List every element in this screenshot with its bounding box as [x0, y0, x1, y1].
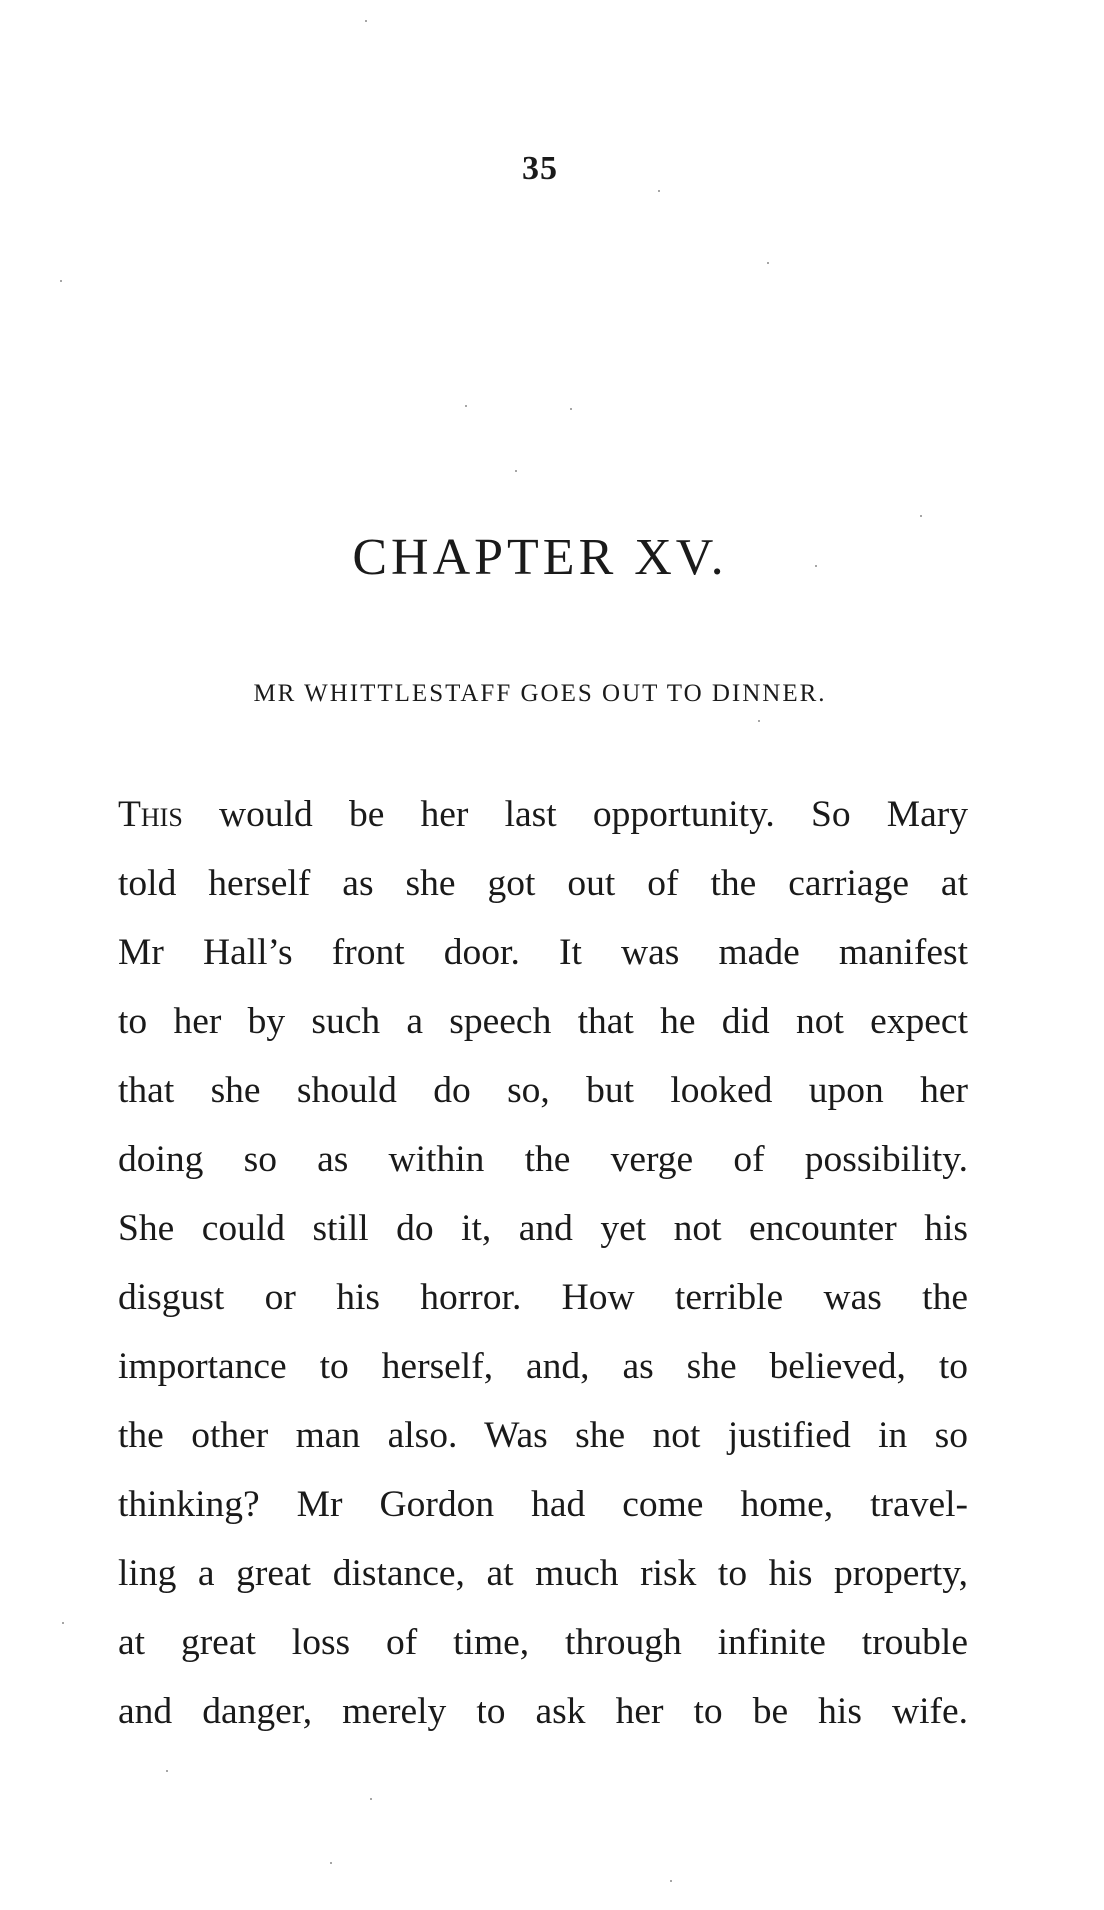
text-line: She could still do it, and yet not encounter his — [118, 1208, 968, 1249]
text-line: importance to herself, and, as she believed, to — [118, 1346, 968, 1387]
first-line-text: would be her last opportunity. So Mary — [182, 794, 968, 835]
paper-speck — [166, 1770, 168, 1772]
paper-speck — [815, 565, 817, 567]
text-line: that she should do so, but looked upon her — [118, 1070, 968, 1111]
body-text — [118, 780, 968, 1746]
paper-speck — [330, 1862, 332, 1864]
paper-speck — [670, 1880, 672, 1882]
chapter-subtitle: MR WHITTLESTAFF GOES OUT TO DINNER. — [253, 680, 827, 707]
paper-speck — [658, 190, 660, 192]
text-line-1 — [118, 780, 968, 849]
text-line: thinking? Mr Gordon had come home, travel- — [118, 1484, 968, 1525]
paper-speck — [365, 20, 367, 22]
paper-speck — [758, 720, 760, 722]
paper-speck — [60, 280, 62, 282]
text-line: the other man also. Was she not justified in so — [118, 1415, 968, 1456]
text-line: told herself as she got out of the carriage at — [118, 863, 968, 904]
text-line: Mr Hall’s front door. It was made manifest — [118, 932, 968, 973]
page-number: 35 — [522, 150, 558, 187]
drop-word: This — [118, 794, 183, 835]
paper-speck — [570, 408, 572, 410]
text-line: and danger, merely to ask her to be his wife. — [118, 1691, 968, 1732]
text-line: ling a great distance, at much risk to his property, — [118, 1553, 968, 1594]
text-line: doing so as within the verge of possibility. — [118, 1139, 968, 1180]
paper-speck — [62, 1622, 64, 1624]
paper-speck — [515, 470, 517, 472]
paper-speck — [920, 515, 922, 517]
paper-speck — [767, 262, 769, 264]
text-line: to her by such a speech that he did not expect — [118, 1001, 968, 1042]
chapter-heading: CHAPTER XV. — [352, 529, 728, 586]
paper-speck — [465, 405, 467, 407]
text-line: at great loss of time, through infinite trouble — [118, 1622, 968, 1663]
text-line: disgust or his horror. How terrible was the — [118, 1277, 968, 1318]
paper-speck — [370, 1798, 372, 1800]
